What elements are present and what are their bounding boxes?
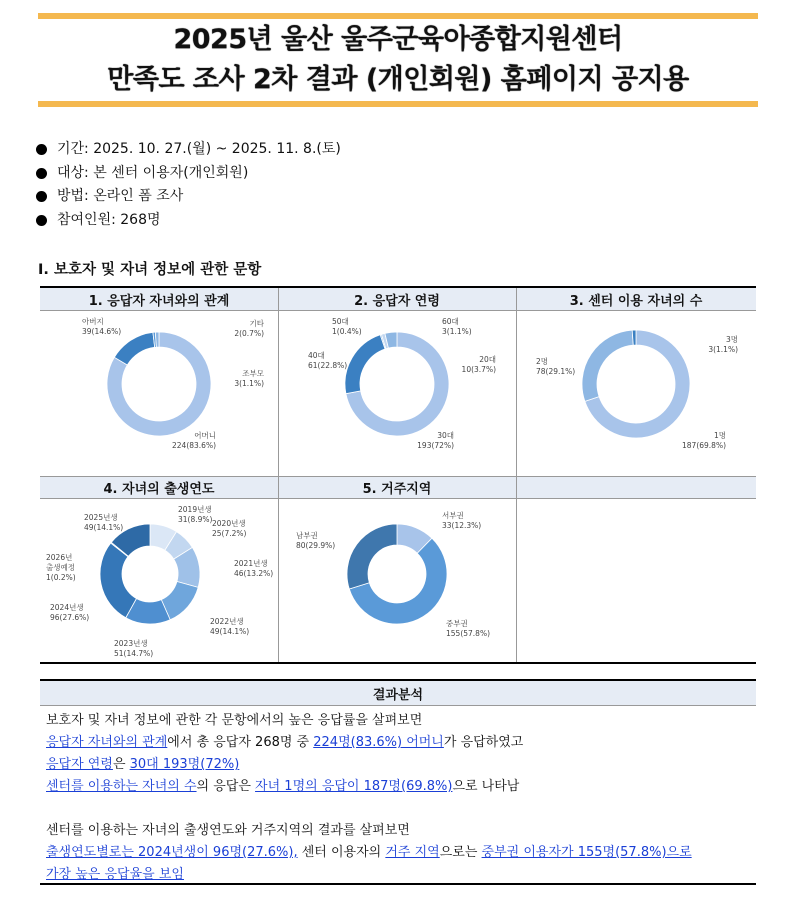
bullet-icon (36, 215, 47, 226)
result-line: 응답자 자녀와의 관계에서 총 응답자 268명 중 224명(83.6%) 어머니가 응답하였고 (46, 735, 524, 750)
donut-slice (345, 335, 385, 394)
survey-info-list (36, 138, 341, 232)
chart-grid (40, 286, 756, 664)
slice-value-label: 51(14.7%) (114, 649, 154, 658)
info-item-participants: 참여인원: 268명 (36, 209, 341, 233)
slice-category-label: 2019년생 (178, 505, 212, 514)
empty-header (516, 476, 756, 499)
grid-divider (278, 288, 279, 662)
highlight-text: 224명(83.6%) 어머니 (313, 735, 444, 750)
slice-category-label: 2026년 (46, 553, 73, 562)
chart-title-children: 3. 센터 이용 자녀의 수 (516, 288, 756, 311)
result-line: 센터를 이용하는 자녀의 출생연도와 거주지역의 결과를 살펴보면 (46, 823, 410, 838)
chart-title-age: 2. 응답자 연령 (278, 288, 516, 311)
slice-category-label: 남부권 (296, 531, 318, 540)
slice-category-label: 2025년생 (84, 513, 118, 522)
highlight-text: 응답자 연령 (46, 757, 113, 772)
slice-category-label: 기타 (249, 319, 264, 328)
result-line: 보호자 및 자녀 정보에 관한 각 문항에서의 높은 응답률을 살펴보면 (46, 713, 423, 728)
slice-category-label: 2020년생 (212, 519, 246, 528)
slice-value-label: 31(8.9%) (178, 515, 213, 524)
slice-value-label: 39(14.6%) (82, 327, 122, 336)
slice-value-label: 224(83.6%) (172, 441, 216, 450)
spacer (46, 798, 750, 820)
slice-value-label: 96(27.6%) (50, 613, 90, 622)
highlight-text: 가장 높은 응답율을 보임 (46, 867, 184, 882)
donut-chart-children (516, 310, 756, 476)
slice-category-label: 서부권 (442, 511, 464, 520)
chart-cell-empty (516, 476, 756, 664)
slice-value-label: 2(0.7%) (234, 329, 264, 338)
slice-value-label: 46(13.2%) (234, 569, 274, 578)
highlight-text: 자녀 1명의 응답이 187명(69.8%) (255, 779, 453, 794)
slice-value-label: 33(12.3%) (442, 521, 482, 530)
slice-category-label: 3명 (725, 335, 738, 344)
slice-value-label: 61(22.8%) (308, 361, 348, 370)
donut-slice (347, 524, 397, 589)
slice-value-label: 78(29.1%) (536, 367, 576, 376)
info-item-method: 방법: 온라인 폼 조사 (36, 185, 341, 209)
donut-slice (100, 543, 136, 618)
bullet-icon (36, 144, 47, 155)
chart-cell-relation (40, 288, 278, 476)
result-body (40, 706, 756, 890)
slice-category-label: 2022년생 (210, 617, 244, 626)
slice-category-label: 2024년생 (50, 603, 84, 612)
slice-category-label: 출생예정 (46, 563, 75, 572)
chart-cell-age (278, 288, 516, 476)
slice-category-label: 2명 (536, 357, 549, 366)
chart-cell-region (278, 476, 516, 664)
grid-divider (516, 288, 517, 662)
slice-value-label: 187(69.8%) (682, 441, 726, 450)
slice-value-label: 3(1.1%) (442, 327, 472, 336)
highlight-text: 센터를 이용하는 자녀의 수 (46, 779, 197, 794)
info-item-target: 대상: 본 센터 이용자(개인회원) (36, 162, 341, 186)
slice-category-label: 50대 (332, 317, 349, 326)
chart-title-birthyear: 4. 자녀의 출생연도 (40, 476, 278, 499)
donut-slice (632, 330, 636, 345)
slice-category-label: 2021년생 (234, 559, 268, 568)
donut-chart-birthyear (40, 498, 278, 664)
slice-value-label: 49(14.1%) (84, 523, 124, 532)
page-title-line2: 만족도 조사 2차 결과 (개인회원) 홈페이지 공지용 (107, 64, 689, 95)
slice-category-label: 60대 (442, 317, 459, 326)
donut-slice (582, 330, 633, 401)
bullet-icon (36, 168, 47, 179)
slice-category-label: 1명 (713, 431, 726, 440)
slice-category-label: 30대 (437, 431, 454, 440)
result-line: 출생연도별로는 2024년생이 96명(27.6%), 센터 이용자의 거주 지역으로는 중부권 이용자가 155명(57.8%)으로 (46, 845, 692, 860)
slice-category-label: 20대 (479, 355, 496, 364)
slice-category-label: 2023년생 (114, 639, 148, 648)
title-banner (38, 13, 758, 107)
chart-title-relation: 1. 응답자 자녀와의 관계 (40, 288, 278, 311)
highlight-text: 중부권 이용자가 155명(57.8%)으로 (481, 845, 692, 860)
result-line: 응답자 연령은 30대 193명(72%) (46, 757, 240, 772)
highlight-text: 30대 193명(72%) (129, 757, 240, 772)
slice-value-label: 3(1.1%) (708, 345, 738, 354)
result-line: 센터를 이용하는 자녀의 수의 응답은 자녀 1명의 응답이 187명(69.8%)으로 나타남 (46, 779, 520, 794)
result-header: 결과분석 (40, 681, 756, 706)
slice-category-label: 조부모 (242, 369, 264, 378)
section-heading: Ⅰ. 보호자 및 자녀 정보에 관한 문항 (38, 262, 262, 278)
page-title-line1: 2025년 울산 울주군육아종합지원센터 (173, 24, 623, 55)
slice-category-label: 40대 (308, 351, 325, 360)
highlight-text: 출생연도별로는 2024년생이 96명(27.6%), (46, 845, 298, 860)
donut-slice (155, 332, 159, 347)
slice-value-label: 193(72%) (417, 441, 454, 450)
result-line (46, 864, 750, 886)
slice-category-label: 아버지 (82, 317, 104, 326)
slice-value-label: 1(0.2%) (46, 573, 76, 582)
slice-value-label: 3(1.1%) (234, 379, 264, 388)
highlight-text: 응답자 자녀와의 관계 (46, 735, 168, 750)
chart-title-region: 5. 거주지역 (278, 476, 516, 499)
slice-category-label: 중부권 (446, 619, 468, 628)
slice-value-label: 1(0.4%) (332, 327, 362, 336)
chart-cell-children (516, 288, 756, 476)
grid-divider (40, 476, 756, 477)
slice-category-label: 어머니 (194, 431, 216, 440)
result-analysis-box (40, 679, 756, 885)
slice-value-label: 25(7.2%) (212, 529, 247, 538)
bullet-icon (36, 191, 47, 202)
slice-value-label: 80(29.9%) (296, 541, 336, 550)
slice-value-label: 49(14.1%) (210, 627, 250, 636)
donut-chart-age (278, 310, 516, 476)
highlight-text: 거주 지역 (385, 845, 440, 860)
info-item-period: 기간: 2025. 10. 27.(월) ~ 2025. 11. 8.(토) (36, 138, 341, 162)
slice-value-label: 10(3.7%) (461, 365, 496, 374)
donut-chart-region (278, 498, 516, 664)
donut-slice (114, 332, 154, 365)
slice-value-label: 155(57.8%) (446, 629, 490, 638)
chart-cell-birthyear (40, 476, 278, 664)
donut-chart-relation (40, 310, 278, 476)
